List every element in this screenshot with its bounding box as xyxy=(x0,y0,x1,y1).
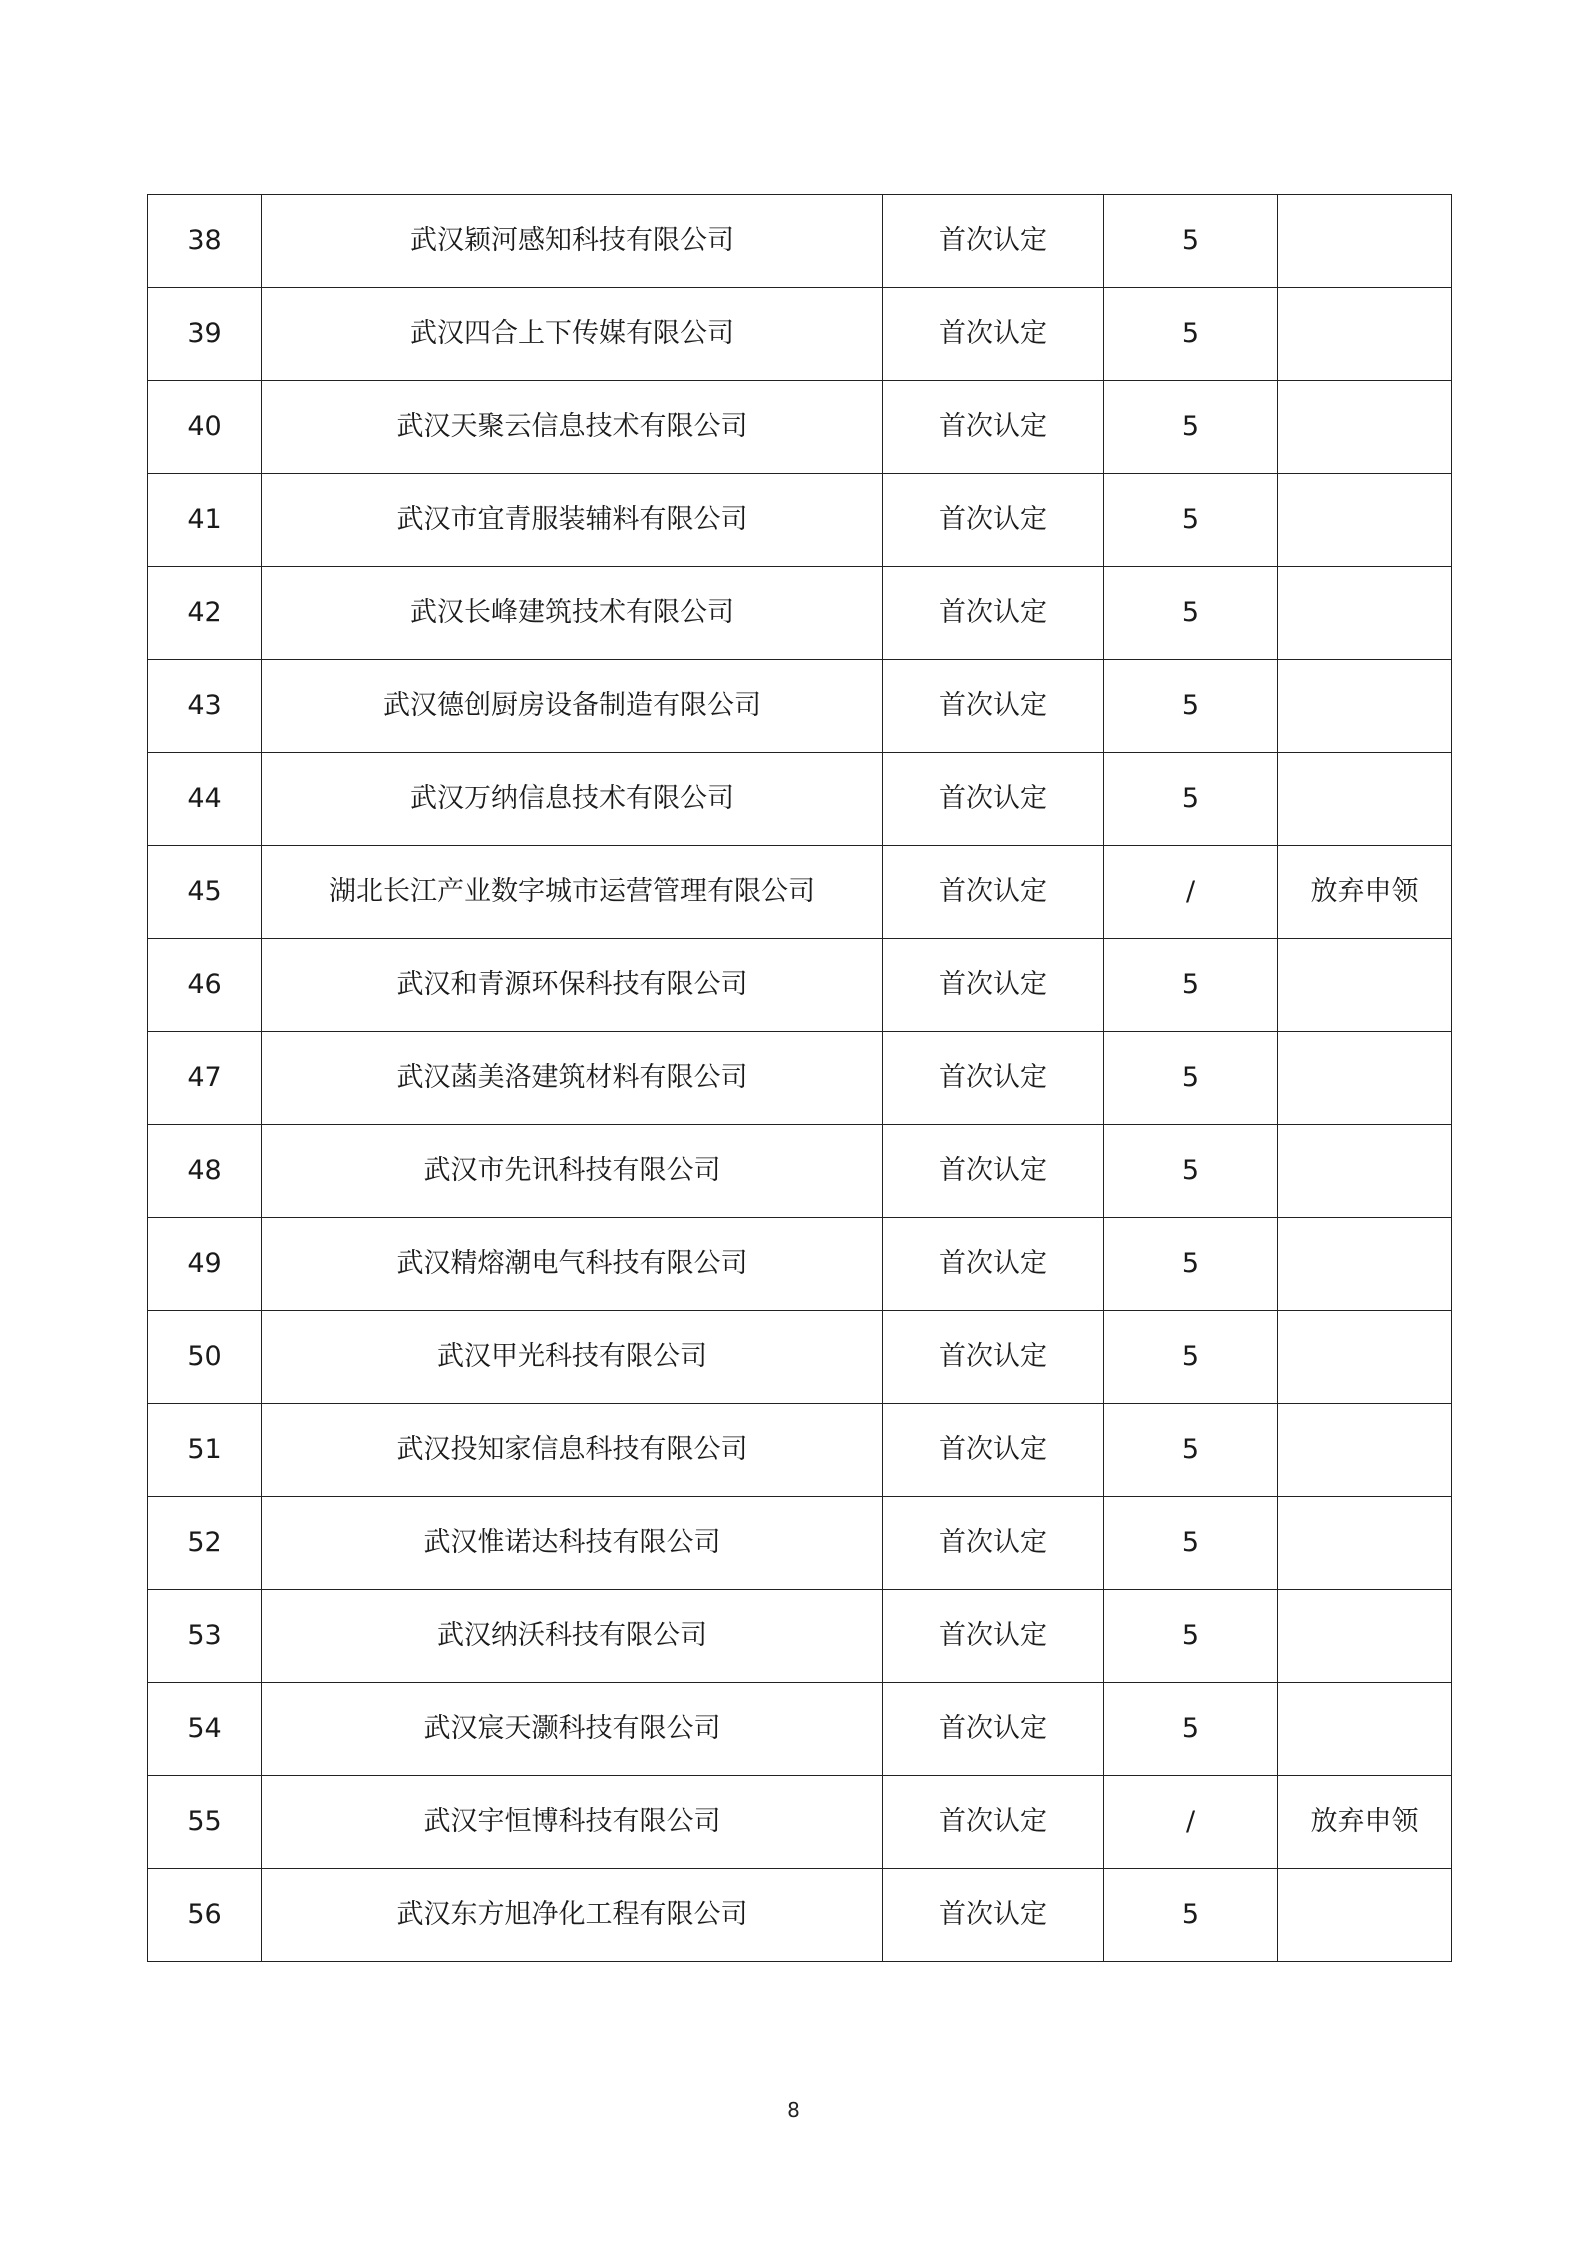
table-row xyxy=(148,939,1452,1032)
certification-type: 首次认定 xyxy=(883,1869,1104,1962)
table-row xyxy=(148,753,1452,846)
remark xyxy=(1278,1218,1452,1311)
company-name: 武汉惟诺达科技有限公司 xyxy=(262,1497,883,1590)
amount: 5 xyxy=(1104,1497,1278,1590)
table-row xyxy=(148,195,1452,288)
row-index: 46 xyxy=(148,939,262,1032)
company-name: 武汉市先讯科技有限公司 xyxy=(262,1125,883,1218)
remark xyxy=(1278,195,1452,288)
table-row xyxy=(148,1869,1452,1962)
certification-type: 首次认定 xyxy=(883,1683,1104,1776)
row-index: 54 xyxy=(148,1683,262,1776)
amount: 5 xyxy=(1104,1590,1278,1683)
row-index: 43 xyxy=(148,660,262,753)
certification-type: 首次认定 xyxy=(883,1404,1104,1497)
row-index: 47 xyxy=(148,1032,262,1125)
amount: 5 xyxy=(1104,474,1278,567)
remark xyxy=(1278,1497,1452,1590)
remark xyxy=(1278,288,1452,381)
certification-type: 首次认定 xyxy=(883,474,1104,567)
company-name: 武汉东方旭净化工程有限公司 xyxy=(262,1869,883,1962)
row-index: 48 xyxy=(148,1125,262,1218)
row-index: 44 xyxy=(148,753,262,846)
table-row xyxy=(148,660,1452,753)
certification-type: 首次认定 xyxy=(883,1311,1104,1404)
certification-type: 首次认定 xyxy=(883,288,1104,381)
remark xyxy=(1278,1125,1452,1218)
company-name: 武汉投知家信息科技有限公司 xyxy=(262,1404,883,1497)
row-index: 39 xyxy=(148,288,262,381)
page-number: 8 xyxy=(787,2098,800,2122)
amount: 5 xyxy=(1104,567,1278,660)
remark xyxy=(1278,939,1452,1032)
company-name: 武汉颖河感知科技有限公司 xyxy=(262,195,883,288)
table-row xyxy=(148,846,1452,939)
table-row xyxy=(148,1683,1452,1776)
table-row xyxy=(148,1404,1452,1497)
certification-type: 首次认定 xyxy=(883,660,1104,753)
remark xyxy=(1278,1590,1452,1683)
company-name: 武汉天聚云信息技术有限公司 xyxy=(262,381,883,474)
amount: / xyxy=(1104,1776,1278,1869)
company-name: 武汉甲光科技有限公司 xyxy=(262,1311,883,1404)
remark: 放弃申领 xyxy=(1278,1776,1452,1869)
certification-type: 首次认定 xyxy=(883,567,1104,660)
company-name: 武汉市宜青服装辅料有限公司 xyxy=(262,474,883,567)
company-name: 武汉和青源环保科技有限公司 xyxy=(262,939,883,1032)
row-index: 50 xyxy=(148,1311,262,1404)
table-row xyxy=(148,1032,1452,1125)
row-index: 55 xyxy=(148,1776,262,1869)
row-index: 38 xyxy=(148,195,262,288)
certification-type: 首次认定 xyxy=(883,1218,1104,1311)
company-table xyxy=(147,194,1452,1962)
certification-type: 首次认定 xyxy=(883,1032,1104,1125)
table-row xyxy=(148,1590,1452,1683)
certification-type: 首次认定 xyxy=(883,1590,1104,1683)
amount: 5 xyxy=(1104,1683,1278,1776)
row-index: 53 xyxy=(148,1590,262,1683)
remark xyxy=(1278,474,1452,567)
row-index: 52 xyxy=(148,1497,262,1590)
amount: 5 xyxy=(1104,1218,1278,1311)
table-row xyxy=(148,288,1452,381)
certification-type: 首次认定 xyxy=(883,846,1104,939)
table-row xyxy=(148,381,1452,474)
company-name: 湖北长江产业数字城市运营管理有限公司 xyxy=(262,846,883,939)
company-name: 武汉长峰建筑技术有限公司 xyxy=(262,567,883,660)
row-index: 41 xyxy=(148,474,262,567)
remark xyxy=(1278,1404,1452,1497)
remark xyxy=(1278,567,1452,660)
company-name: 武汉四合上下传媒有限公司 xyxy=(262,288,883,381)
remark xyxy=(1278,1311,1452,1404)
row-index: 40 xyxy=(148,381,262,474)
amount: 5 xyxy=(1104,1032,1278,1125)
table-row xyxy=(148,1311,1452,1404)
amount: 5 xyxy=(1104,195,1278,288)
row-index: 45 xyxy=(148,846,262,939)
table-row xyxy=(148,567,1452,660)
company-name: 武汉宇恒博科技有限公司 xyxy=(262,1776,883,1869)
row-index: 49 xyxy=(148,1218,262,1311)
certification-type: 首次认定 xyxy=(883,939,1104,1032)
company-name: 武汉宸天灏科技有限公司 xyxy=(262,1683,883,1776)
amount: 5 xyxy=(1104,939,1278,1032)
table-row xyxy=(148,1776,1452,1869)
remark: 放弃申领 xyxy=(1278,846,1452,939)
remark xyxy=(1278,1032,1452,1125)
remark xyxy=(1278,1869,1452,1962)
remark xyxy=(1278,660,1452,753)
company-table-body xyxy=(148,195,1452,1962)
row-index: 42 xyxy=(148,567,262,660)
certification-type: 首次认定 xyxy=(883,381,1104,474)
company-name: 武汉德创厨房设备制造有限公司 xyxy=(262,660,883,753)
certification-type: 首次认定 xyxy=(883,753,1104,846)
amount: 5 xyxy=(1104,1311,1278,1404)
company-name: 武汉精熔潮电气科技有限公司 xyxy=(262,1218,883,1311)
amount: 5 xyxy=(1104,753,1278,846)
amount: 5 xyxy=(1104,1125,1278,1218)
amount: / xyxy=(1104,846,1278,939)
remark xyxy=(1278,1683,1452,1776)
certification-type: 首次认定 xyxy=(883,1497,1104,1590)
amount: 5 xyxy=(1104,288,1278,381)
company-name: 武汉菡美洛建筑材料有限公司 xyxy=(262,1032,883,1125)
row-index: 56 xyxy=(148,1869,262,1962)
table-row xyxy=(148,1218,1452,1311)
remark xyxy=(1278,753,1452,846)
table-row xyxy=(148,474,1452,567)
company-name: 武汉万纳信息技术有限公司 xyxy=(262,753,883,846)
table-row xyxy=(148,1497,1452,1590)
company-name: 武汉纳沃科技有限公司 xyxy=(262,1590,883,1683)
certification-type: 首次认定 xyxy=(883,1125,1104,1218)
table-row xyxy=(148,1125,1452,1218)
amount: 5 xyxy=(1104,381,1278,474)
certification-type: 首次认定 xyxy=(883,1776,1104,1869)
row-index: 51 xyxy=(148,1404,262,1497)
amount: 5 xyxy=(1104,1869,1278,1962)
amount: 5 xyxy=(1104,660,1278,753)
certification-type: 首次认定 xyxy=(883,195,1104,288)
amount: 5 xyxy=(1104,1404,1278,1497)
remark xyxy=(1278,381,1452,474)
